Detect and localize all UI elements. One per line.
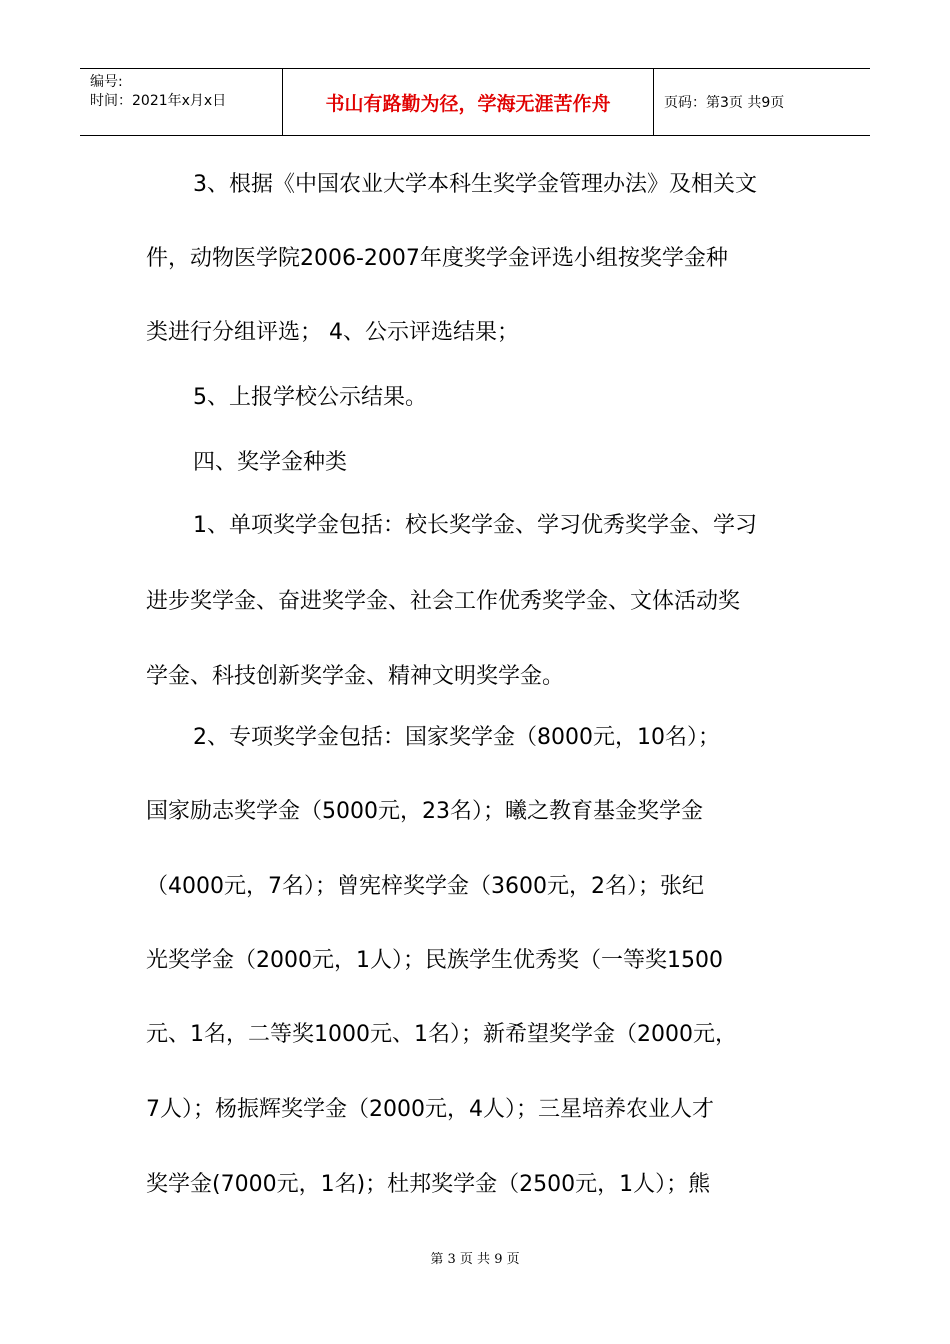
document-header <box>80 68 870 136</box>
header-motto: 书山有路勤为径，学海无涯苦作舟 <box>282 69 654 135</box>
header-page-info: 页码：第3页 共9页 <box>664 95 785 111</box>
page-footer: 第 3 页 共 9 页 <box>430 1252 520 1267</box>
paragraph-line: 元、1名，二等奖1000元、1名）；新希望奖学金（2000元， <box>146 1022 737 1047</box>
paragraph-line: （4000元，7名）；曾宪梓奖学金（3600元，2名）；张纪 <box>146 874 704 899</box>
header-meta <box>80 69 282 135</box>
paragraph-line: 光奖学金（2000元，1人）；民族学生优秀奖（一等奖1500 <box>146 948 723 973</box>
paragraph-line: 1、单项奖学金包括：校长奖学金、学习优秀奖学金、学习 <box>193 513 757 538</box>
document-time-label: 时间：2021年x月x日 <box>90 93 227 109</box>
paragraph-line: 7人）；杨振辉奖学金（2000元，4人）；三星培养农业人才 <box>146 1097 714 1122</box>
paragraph-line: 类进行分组评选； 4、公示评选结果； <box>146 320 519 345</box>
paragraph-line: 学金、科技创新奖学金、精神文明奖学金。 <box>146 664 565 689</box>
paragraph-line: 2、专项奖学金包括：国家奖学金（8000元，10名）； <box>193 725 720 750</box>
paragraph-line: 3、根据《中国农业大学本科生奖学金管理办法》及相关文 <box>193 172 757 197</box>
paragraph-line: 奖学金(7000元，1名)；杜邦奖学金（2500元，1人）；熊 <box>146 1172 711 1197</box>
paragraph-line: 件，动物医学院2006-2007年度奖学金评选小组按奖学金种 <box>146 246 728 271</box>
paragraph-line: 5、上报学校公示结果。 <box>193 385 427 410</box>
section-heading: 四、奖学金种类 <box>193 450 348 475</box>
document-number-label: 编号: <box>90 74 123 90</box>
paragraph-line: 进步奖学金、奋进奖学金、社会工作优秀奖学金、文体活动奖 <box>146 589 741 614</box>
paragraph-line: 国家励志奖学金（5000元，23名）；曦之教育基金奖学金 <box>146 799 703 824</box>
